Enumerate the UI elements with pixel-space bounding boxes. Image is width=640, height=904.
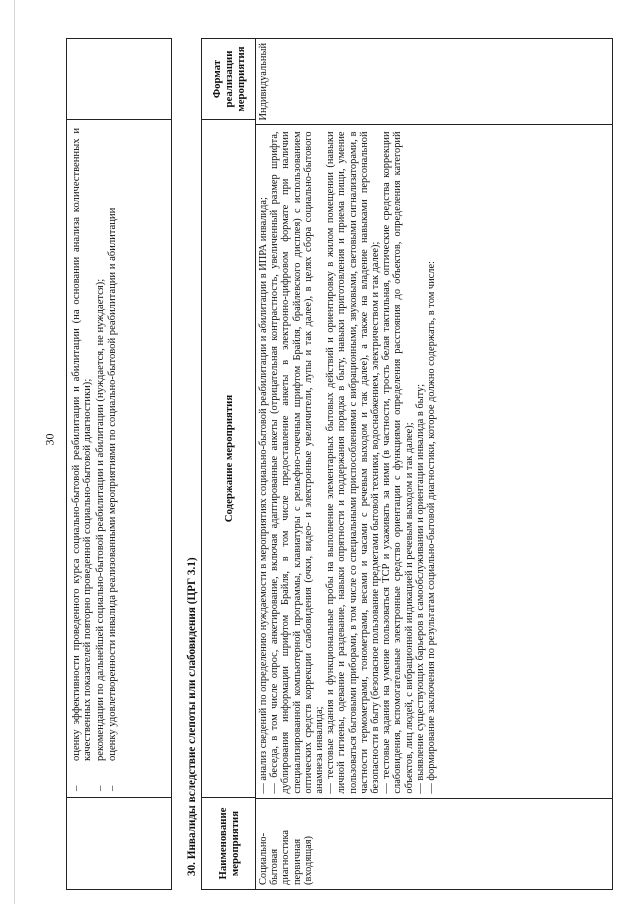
- table-row: [256, 39, 612, 889]
- continuation-name-cell: [67, 797, 171, 889]
- header-content: Содержание мероприятия: [202, 119, 255, 797]
- activity-name: Социально-бытовая диагностика первичная (входящая): [256, 798, 612, 889]
- content-item: — анализ сведений по определению нуждаемости в мероприятиях социально-бытовой реабилитации и абилитации в ИПРА инвалида;: [258, 197, 269, 794]
- continuation-content-cell: [67, 119, 171, 797]
- continuation-item: – оценку удовлетворенности инвалида реализованными мероприятиями по социально-бытовой реабилитации и абилитации: [107, 207, 119, 791]
- content-item: — формирование заключения по результатам социально-бытовой диагностики, которое должно содержать, в том числе:: [426, 261, 438, 794]
- section-title: 30. Инвалиды вследствие слепоты или слабовидения (ЦРГ 3.1): [186, 557, 198, 876]
- activities-table: [201, 38, 613, 890]
- continuation-item: – рекомендации по дальнейшей социально-бытовой реабилитации и абилитации (нуждается, не нуждается);: [94, 278, 106, 791]
- activity-format: Индивидуальный: [258, 43, 269, 121]
- header-format: Формат реализации мероприятия: [210, 46, 247, 112]
- continuation-item: – оценку эффективности проведенного курса социально-бытовой реабилитации и абилитации (на основании анализа количественных и качественных показателей повторно проведенной социально-бытовой диагностики);: [71, 128, 94, 791]
- content-item: — беседа, в том числе опрос, анкетирование, включая адаптированные анкеты (отрицательная контрастность, увеличенный размер шрифта, дублирования информации шрифтом Брайля, в том числе предоставление анкеты в электронно-цифровом формате при наличии специализированной компьютерной программы, клавиатуры с рельефно-точечным шрифтом Брайля, брайлевского дисплея) с использованием оптических средств коррекции слабовидения (очки, видео- и электронные увеличители, лупы и так далее), в целях сбора социально-бытового анамнеза инвалида;: [269, 131, 326, 794]
- page-number: 30: [42, 433, 57, 446]
- header-name: Наименование мероприятия: [202, 797, 255, 889]
- continuation-format-cell: [67, 39, 171, 119]
- activity-content: [256, 124, 612, 797]
- continuation-table: [66, 38, 172, 890]
- content-item: — тестовые задания и функциональные пробы на выполнение элементарных бытовых действий и ориентировку в жилом помещении (навыки личной гигиены, одевание и раздевание, навыки опрятности и поддержания порядка в быту, навыки приготовления и приема пищи, умение пользоваться бытовыми приборами, в том числе со специальными приспособлениями с вибрационными, звуковыми, световыми сигнализаторами, в частности термометрами, тонометрами, весами и часами с речевым выходом и так далее), а также на владение навыками персональной безопасности в быту (безопасное пользование предметами бытовой техники, водоснабжением, электричеством и так далее);: [325, 131, 382, 794]
- table-header-row: [202, 39, 256, 889]
- content-item: — выявление существующих барьеров в самообслуживании и ориентации инвалида в быту;: [414, 384, 426, 794]
- content-item: — тестовые задания на умение пользоваться ТСР и ухаживать за ними (в частности, трость белая тактильная, оптические средства коррекции слабовидения, вспомогательные электронные средство ориентации с функциями определения расстояния до объектов, определения категорий объектов, лиц людей, с вибрационной индикацией и речевым выходом и так далее);: [381, 131, 415, 794]
